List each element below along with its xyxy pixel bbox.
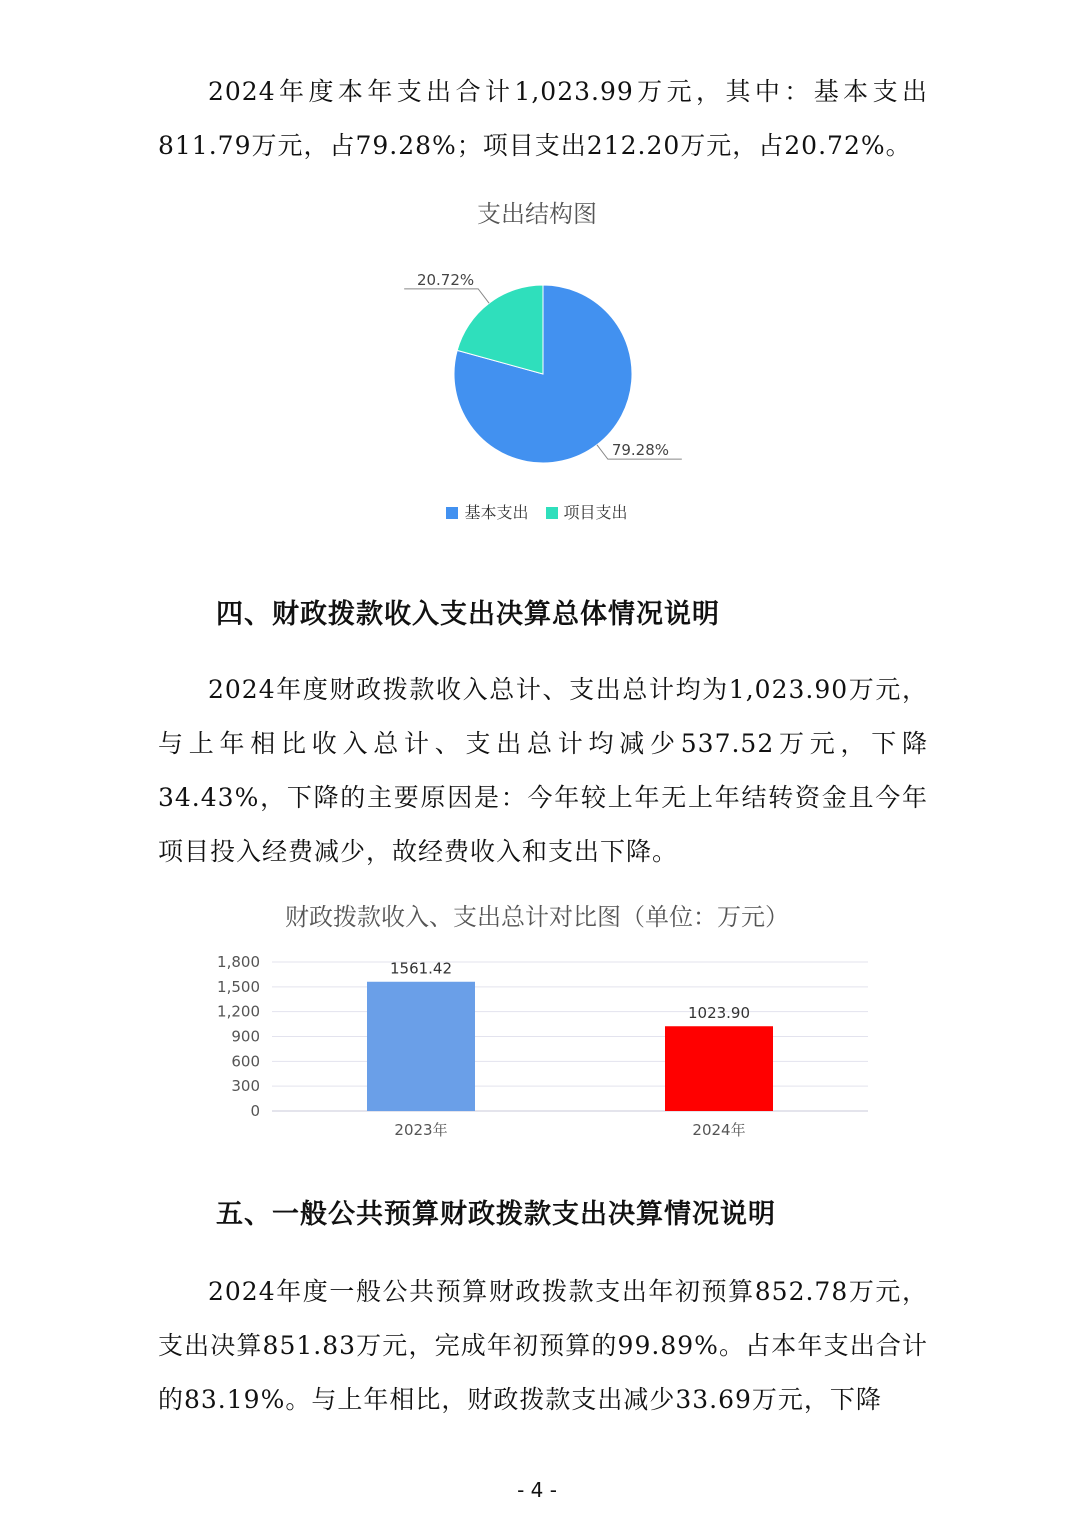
- bar-category-label: 2024年: [692, 1121, 746, 1139]
- legend-swatch-basic: [446, 507, 458, 519]
- pie-legend: [0, 500, 1074, 523]
- legend-label-project: 项目支出: [563, 503, 628, 522]
- legend-swatch-project: [546, 507, 558, 519]
- bar-y-tick-label: 1,200: [217, 1002, 260, 1021]
- pie-leader-line: [404, 289, 489, 303]
- bar-y-tick-label: 900: [231, 1027, 260, 1046]
- expenditure-pie-chart: [0, 0, 1074, 500]
- bar-data-label: 1561.42: [389, 959, 453, 978]
- section-heading-4: 四、财政拨款收入支出决算总体情况说明: [216, 599, 720, 630]
- legend-label-basic: 基本支出: [464, 503, 529, 522]
- expenditure-summary-paragraph: 2024年度本年支出合计1,023.99万元，其中：基本支出811.79万元，占79.28%；项目支出212.20万元，占20.72%。: [158, 77, 928, 160]
- legend-item-basic: [446, 500, 528, 523]
- pie-chart-title: 支出结构图: [477, 200, 597, 228]
- page-number: - 4 -: [517, 1478, 557, 1502]
- bar-y-tick-label: 1,800: [217, 953, 260, 971]
- section-heading-5: 五、一般公共预算财政拨款支出决算情况说明: [216, 1199, 776, 1230]
- bar-y-tick-label: 600: [231, 1052, 260, 1071]
- pie-data-label: 20.72%: [416, 270, 475, 289]
- bar-y-tick-label: 1,500: [217, 977, 260, 996]
- bar-chart-title: 财政拨款收入、支出总计对比图（单位：万元）: [285, 903, 789, 931]
- bar-y-tick-label: 0: [250, 1102, 260, 1120]
- bar-category-label: 2023年: [394, 1121, 448, 1139]
- pie-data-label: 79.28%: [611, 441, 670, 460]
- section-4-paragraph: 2024年度财政拨款收入总计、支出总计均为1,023.90万元，与上年相比收入总计、支出总计均减少537.52万元，下降34.43%，下降的主要原因是：今年较上年无上年结转资金且今年项目投入经费减少，故经费收入和支出下降。: [158, 675, 928, 866]
- bar-0: [367, 982, 475, 1111]
- section-5-paragraph: 2024年度一般公共预算财政拨款支出年初预算852.78万元，支出决算851.83万元，完成年初预算的99.89%。占本年支出合计的83.19%。与上年相比，财政拨款支出减少33.69万元，下降: [158, 1277, 928, 1414]
- bar-1: [665, 1026, 773, 1111]
- comparison-bar-chart: [0, 940, 1074, 1160]
- legend-item-project: [546, 500, 628, 523]
- bar-y-tick-label: 300: [231, 1077, 260, 1096]
- bar-data-label: 1023.90: [687, 1004, 751, 1023]
